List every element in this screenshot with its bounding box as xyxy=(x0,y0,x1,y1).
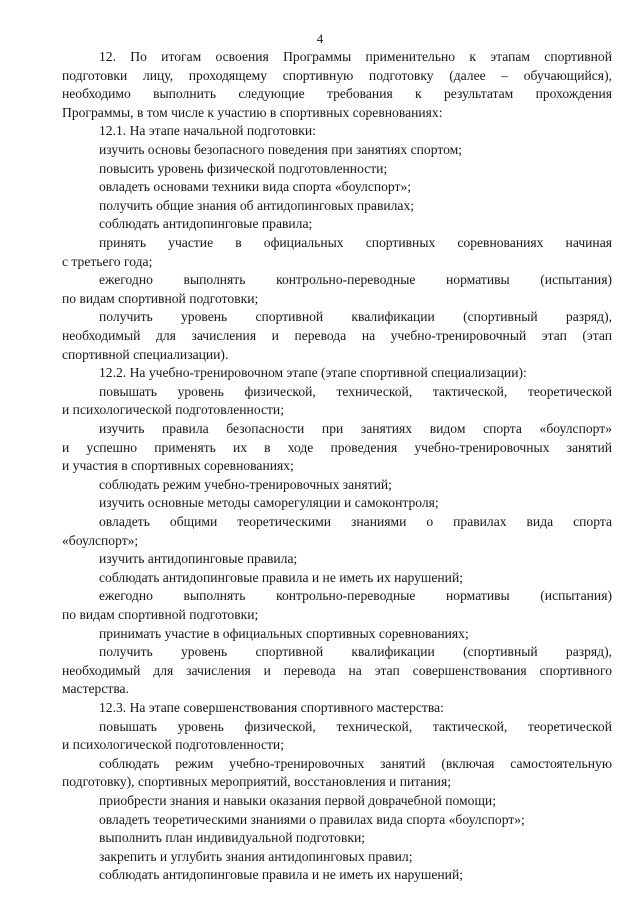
text-line: получить общие знания об антидопинговых правилах; xyxy=(99,197,415,213)
text-line: соблюдать антидопинговые правила и не иметь их нарушений; xyxy=(99,867,464,883)
text-line: и успешно применять их в ходе проведения учебно-тренировочных занятий xyxy=(62,439,612,455)
text-line: и психологической подготовленности; xyxy=(62,737,284,753)
text-line: изучить основные методы саморегуляции и самоконтроля; xyxy=(99,495,439,511)
text-line: принимать участие в официальных спортивных соревнованиях; xyxy=(99,625,469,641)
text-line: получить уровень спортивной квалификации (спортивный разряд), xyxy=(99,644,612,660)
text-line: и участия в спортивных соревнованиях; xyxy=(62,458,294,474)
text-line: повышать уровень физической, технической, тактической, теоретической xyxy=(99,718,612,734)
text-line: с третьего года; xyxy=(62,253,153,269)
text-line: соблюдать режим учебно-тренировочных занятий; xyxy=(99,476,392,492)
text-line: ежегодно выполнять контрольно-переводные нормативы (испытания) xyxy=(99,588,612,604)
text-line: необходимый для зачисления и перевода на учебно-тренировочный этап (этап xyxy=(62,328,612,343)
text-line: спортивной специализации). xyxy=(62,346,229,362)
text-line: овладеть основами техники вида спорта «боулспорт»; xyxy=(99,179,412,195)
text-line: повышать уровень физической, технической, тактической, теоретической xyxy=(99,383,612,399)
text-line: 12.1. На этапе начальной подготовки: xyxy=(99,123,316,139)
text-line: соблюдать режим учебно-тренировочных занятий (включая самостоятельную xyxy=(99,755,612,771)
text-line: соблюдать антидопинговые правила; xyxy=(99,216,313,232)
text-line: 12. По итогам освоения Программы применительно к этапам спортивной xyxy=(99,49,612,64)
text-line: необходимый для зачисления и перевода на этап совершенствования спортивного xyxy=(62,662,612,678)
text-line: закрепить и углубить знания антидопинговых правил; xyxy=(99,848,413,864)
text-line: подготовки лицу, проходящему спортивную подготовку (далее – обучающийся), xyxy=(62,67,612,83)
text-line: выполнить план индивидуальной подготовки; xyxy=(99,830,366,846)
text-line: 12.2. На учебно-тренировочном этапе (этапе спортивной специализации): xyxy=(99,365,527,381)
text-line: приобрести знания и навыки оказания первой доврачебной помощи; xyxy=(99,793,496,808)
text-line: подготовку), спортивных мероприятий, восстановления и питания; xyxy=(62,774,451,790)
text-line: «боулспорт»; xyxy=(62,532,139,548)
text-line: ежегодно выполнять контрольно-переводные нормативы (испытания) xyxy=(99,272,612,288)
text-line: Программы, в том числе к участию в спортивных соревнованиях: xyxy=(62,104,443,120)
text-line: принять участие в официальных спортивных соревнованиях начиная xyxy=(99,235,612,250)
text-line: 12.3. На этапе совершенствования спортивного мастерства: xyxy=(99,700,444,715)
text-line: повысить уровень физической подготовленности; xyxy=(99,160,388,176)
text-line: по видам спортивной подготовки; xyxy=(62,290,259,306)
text-line: получить уровень спортивной квалификации (спортивный разряд), xyxy=(99,309,612,325)
text-line: по видам спортивной подготовки; xyxy=(62,607,259,622)
text-line: изучить правила безопасности при занятиях видом спорта «боулспорт» xyxy=(99,421,612,436)
text-line: соблюдать антидопинговые правила и не иметь их нарушений; xyxy=(99,569,464,585)
text-line: необходимо выполнить следующие требования к результатам прохождения xyxy=(62,86,612,102)
page-number: 4 xyxy=(316,31,324,46)
text-line: изучить основы безопасного поведения при занятиях спортом; xyxy=(99,142,463,157)
text-line: и психологической подготовленности; xyxy=(62,402,284,418)
text-line: овладеть общими теоретическими знаниями о правилах вида спорта xyxy=(99,514,612,529)
text-line: овладеть теоретическими знаниями о правилах вида спорта «боулспорт»; xyxy=(99,811,525,827)
text-line: мастерства. xyxy=(62,681,129,697)
text-line: изучить антидопинговые правила; xyxy=(99,551,298,567)
